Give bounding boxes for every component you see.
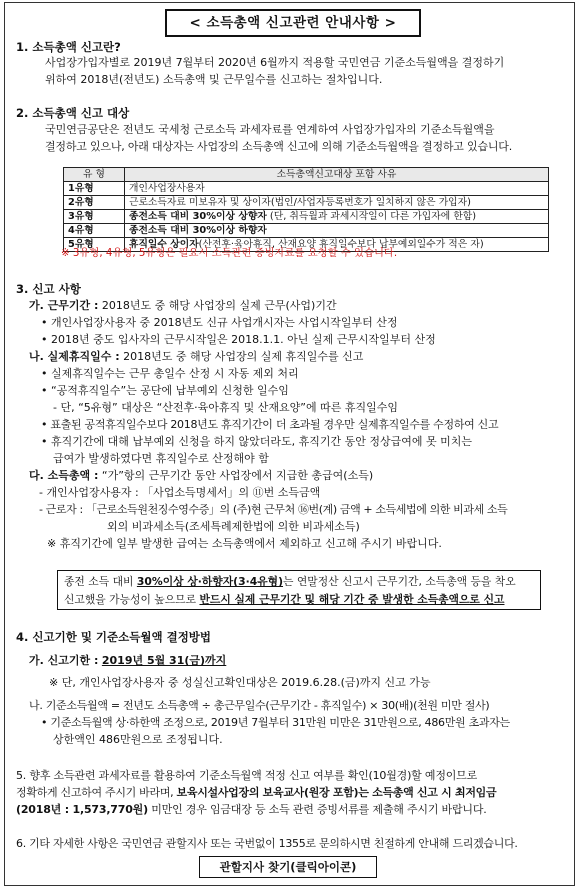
caution-box: [57, 570, 541, 610]
find-branch-link[interactable]: 관할지사 찾기(클릭아이콘): [199, 856, 377, 878]
leave-days-bullet-2: • “공적휴직일수”는 공단에 납부예외 신청한 일수임: [41, 384, 289, 397]
caution-text-b: 30%이상 상·하향자(3·4유형): [136, 575, 284, 588]
section-4-heading: 4. 신고기한 및 기준소득월액 결정방법: [16, 630, 212, 644]
work-period-bullet-2: • 2018년 중도 입사자의 근무시작일은 2018.1.1. 아닌 실제 근무시작일부터 산정: [41, 333, 436, 346]
header-type: 유 형: [64, 168, 125, 182]
section-5-line-3: [16, 803, 487, 817]
section-5-text-c: (2018년 : 1,573,770원): [16, 803, 148, 816]
deadline-date: 2019년 5월 31(금)까지: [101, 654, 227, 667]
leave-days-bullet-3: - 단, “5유형” 대상은 “산전후·육아휴직 및 산재요양”에 따른 휴직일수임: [53, 401, 399, 414]
section-2-line-2: 결정하고 있으나, 아래 대상자는 사업장의 소득총액 신고에 의해 기준소득월액을 결정하고 있습니다.: [45, 140, 513, 153]
deadline-line: [29, 654, 226, 668]
section-5-line-2: [16, 786, 496, 800]
row-reason-note: (산전후·육아휴직, 산재요양 휴직일수보다 납부예외일수가 적은 자): [198, 238, 484, 250]
caution-text-c: 는 연말정산 신고시 근무기간, 소득총액 등을 착오: [283, 575, 516, 588]
leave-days-bullet-4: • 표출된 공적휴직일수보다 2018년도 휴직기간이 더 초과될 경우만 실제휴직일수를 수정하여 신고: [41, 418, 499, 431]
total-income-bullet-2: - 근로자 : 「근로소득원천징수영수증」의 (주)현 근무처 ⑯번(계) 금액 + 소득세법에 의한 비과세 소득: [39, 503, 508, 516]
formula-line: 나. 기준소득월액 = 전년도 소득총액 ÷ 총근무일수(근무기간 - 휴직일수) × 30(배)(천원 미만 절사): [29, 699, 490, 712]
row-reason: 개인사업장사용자: [125, 182, 549, 196]
leave-days-text: 2018년도 중 해당 사업장의 실제 휴직일수를 신고: [123, 350, 364, 363]
deadline-label: 가. 신고기한 :: [29, 654, 99, 667]
row-reason-note: (단, 취득월과 과세시작일이 다른 가입자에 한함): [269, 210, 477, 222]
total-income-bullet-1: - 개인사업장사용자 : 「사업소득명세서」의 ⑪번 소득금액: [39, 486, 321, 499]
leave-days-bullet-6: 급여가 발생하였다면 휴직일수로 산정해야 함: [53, 452, 269, 465]
caution-line-2: [64, 591, 534, 609]
table-row: [64, 196, 549, 210]
formula-bullet-1: • 기준소득월액 상·하한액 조정으로, 2019년 7월부터 31만원 미만은 31만원으로, 486만원 초과자는: [41, 716, 510, 729]
page-title: < 소득총액 신고관련 안내사항 >: [165, 9, 421, 37]
row-reason: [125, 224, 549, 238]
section-1-heading: 1. 소득총액 신고란?: [16, 40, 121, 54]
section-5-text-a: 정확하게 신고하여 주시기 바라며,: [16, 786, 177, 799]
total-income-bullet-3: 외의 비과세소득(조세특례제한법에 의한 비과세소득): [107, 520, 360, 533]
total-income-line: [29, 469, 373, 483]
table-row: [64, 210, 549, 224]
work-period-label: 가. 근무기간 :: [29, 299, 99, 312]
total-income-text: “가”항의 근무기간 동안 사업장에서 지급한 총급여(소득): [101, 469, 374, 482]
section-6-line-1: 6. 기타 자세한 사항은 국민연금 관할지사 또는 국번없이 1355로 문의하시면 친절하게 안내해 드리겠습니다.: [16, 837, 518, 850]
deadline-note: ※ 단, 개인사업장사용자 중 성실신고확인대상은 2019.6.28.(금)까지 신고 가능: [49, 676, 431, 689]
work-period-bullet-1: • 개인사업장사용자 중 2018년도 신규 사업개시자는 사업시작일부터 산정: [41, 316, 398, 329]
row-reason-main: 휴직일수 상이자: [129, 238, 199, 250]
row-reason-main: 종전소득 대비 30%이상 상향자: [129, 210, 267, 222]
row-type: 2유형: [64, 196, 125, 210]
section-5-text-b: 보육시설사업장의 보육교사(원장 포함)는 소득총액 신고 시 최저임금: [176, 786, 497, 799]
caution-line-1: [64, 573, 534, 591]
caution-text-a: 종전 소득 대비: [64, 575, 137, 588]
total-income-label: 다. 소득총액 :: [29, 469, 99, 482]
table-note: ※ 3유형, 4유형, 5유형은 필요시 소득관련 증빙자료를 요청할 수 있습니다.: [61, 247, 398, 259]
section-2-line-1: 국민연금공단은 전년도 국세청 근로소득 과세자료를 연계하여 사업장가입자의 기준소득월액을: [45, 123, 495, 136]
row-reason: 근로소득자료 미보유자 및 상이자(법인/사업자등록번호가 일치하지 않은 가입자): [125, 196, 549, 210]
leave-days-bullet-1: • 실제휴직일수는 근무 총일수 산정 시 자동 제외 처리: [41, 367, 299, 380]
header-reason: 소득총액신고대상 포함 사유: [125, 168, 549, 182]
section-5-line-1: 5. 향후 소득관련 과세자료를 활용하여 기준소득월액 적정 신고 여부를 확인(10월경)할 예정이므로: [16, 769, 478, 782]
total-income-note: ※ 휴직기간에 일부 발생한 급여는 소득총액에서 제외하고 신고해 주시기 바랍니다.: [47, 537, 442, 550]
table-header-row: [64, 168, 549, 182]
section-5-text-d: 미만인 경우 임금대장 등 소득 관련 증빙서류를 제출해 주시기 바랍니다.: [147, 803, 487, 816]
caution-text-d: 신고했을 가능성이 높으므로: [64, 593, 200, 606]
row-type: 3유형: [64, 210, 125, 224]
target-type-table: [63, 167, 549, 252]
row-type: 1유형: [64, 182, 125, 196]
leave-days-label: 나. 실제휴직일수 :: [29, 350, 120, 363]
row-reason: [125, 210, 549, 224]
table-row: [64, 182, 549, 196]
notice-page: [4, 2, 575, 886]
row-reason-main: 종전소득 대비 30%이상 하향자: [129, 224, 267, 236]
row-type: 4유형: [64, 224, 125, 238]
section-2-heading: 2. 소득총액 신고 대상: [16, 106, 130, 120]
leave-days-bullet-5: • 휴직기간에 대해 납부예외 신청을 하지 않았더라도, 휴직기간 동안 정상급여에 못 미치는: [41, 435, 472, 448]
row-type: 5유형: [64, 238, 125, 252]
caution-text-e: 반드시 실제 근무기간 및 해당 기간 중 발생한 소득총액으로 신고: [199, 593, 505, 606]
formula-bullet-2: 상한액인 486만원으로 조정됩니다.: [53, 733, 223, 746]
section-1-line-2: 위하여 2018년(전년도) 소득총액 및 근무일수를 신고하는 절차입니다.: [45, 73, 383, 86]
work-period-line: [29, 299, 337, 313]
work-period-text: 2018년도 중 해당 사업장의 실제 근무(사업)기간: [101, 299, 337, 312]
leave-days-line: [29, 350, 363, 364]
table-row: [64, 224, 549, 238]
section-1-line-1: 사업장가입자별로 2019년 7월부터 2020년 6월까지 적용할 국민연금 기준소득월액을 결정하기: [45, 56, 505, 69]
section-3-heading: 3. 신고 사항: [16, 282, 81, 296]
